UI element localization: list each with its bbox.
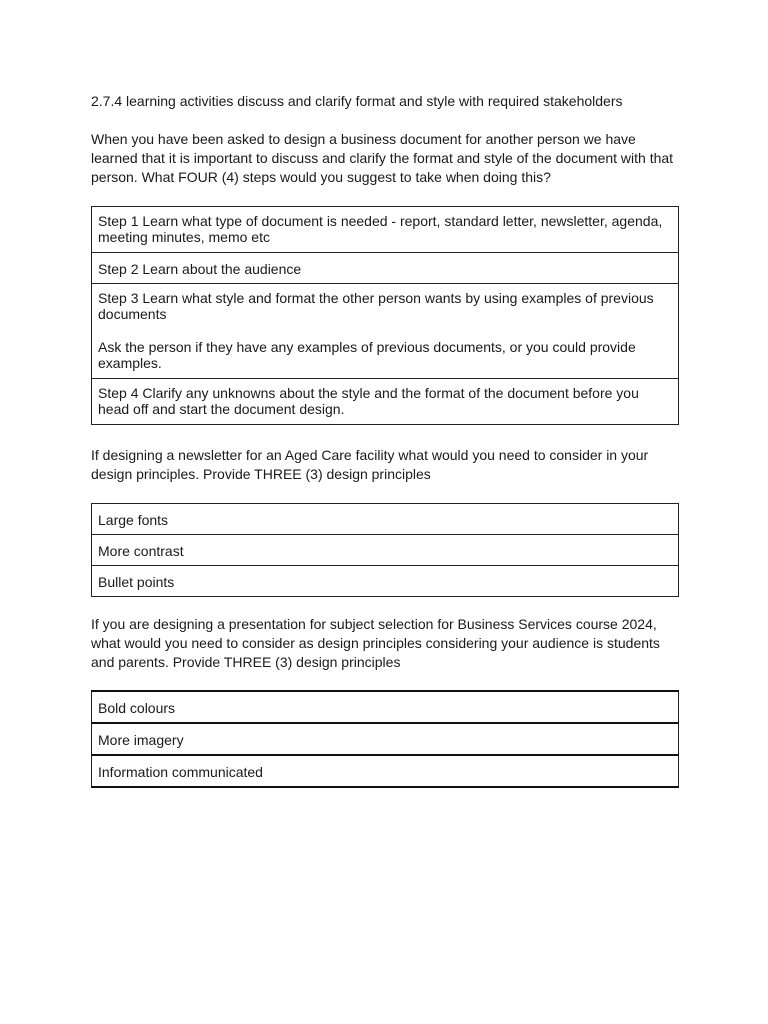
table-row <box>92 755 679 787</box>
answer-cell[interactable]: Information communicated <box>92 755 679 787</box>
table-row <box>92 691 679 723</box>
table-row <box>92 284 679 379</box>
table-row <box>92 253 679 284</box>
table-row <box>92 535 679 566</box>
answer-cell[interactable]: More imagery <box>92 723 679 755</box>
answer-cell[interactable] <box>92 207 679 253</box>
step-2-text: Step 2 Learn about the audience <box>98 261 302 277</box>
answer-cell[interactable] <box>92 284 679 379</box>
step-4-text: Step 4 Clarify any unknowns about the style and the format of the document before you head off and start the document design. <box>98 385 639 417</box>
question-2-prompt: If designing a newsletter for an Aged Care facility what would you need to consider in your design principles. Provide THREE (3) design principles <box>91 447 649 482</box>
answer-cell[interactable]: Bold colours <box>92 691 679 723</box>
section-heading: 2.7.4 learning activities discuss and clarify format and style with required stakeholders <box>91 93 623 109</box>
answer-cell[interactable] <box>92 253 679 284</box>
table-row <box>92 379 679 425</box>
answer-cell[interactable]: Large fonts <box>92 504 679 535</box>
step-3-extra-text: Ask the person if they have any examples of previous documents, or you could provide examples. <box>98 339 636 371</box>
table-row <box>92 207 679 253</box>
step-1-text: Step 1 Learn what type of document is needed - report, standard letter, newsletter, agenda, meeting minutes, memo etc <box>98 213 663 245</box>
question-1-answer-table <box>91 206 679 425</box>
question-3-answer-table <box>91 690 679 788</box>
table-row <box>92 723 679 755</box>
table-row <box>92 504 679 535</box>
table-row <box>92 566 679 597</box>
answer-cell[interactable] <box>92 379 679 425</box>
answer-cell[interactable]: More contrast <box>92 535 679 566</box>
question-2-answer-table <box>91 503 679 597</box>
question-1-prompt: When you have been asked to design a business document for another person we have learned that it is important to discuss and clarify the format and style of the document with that person. What FOUR (4) steps would you suggest to take when doing this? <box>91 131 674 185</box>
step-3-text: Step 3 Learn what style and format the other person wants by using examples of previous documents <box>98 290 654 322</box>
answer-cell[interactable]: Bullet points <box>92 566 679 597</box>
question-3-prompt: If you are designing a presentation for subject selection for Business Services course 2024, what would you need to consider as design principles considering your audience is students and parents. Provide THREE (3) design principles <box>91 616 660 670</box>
